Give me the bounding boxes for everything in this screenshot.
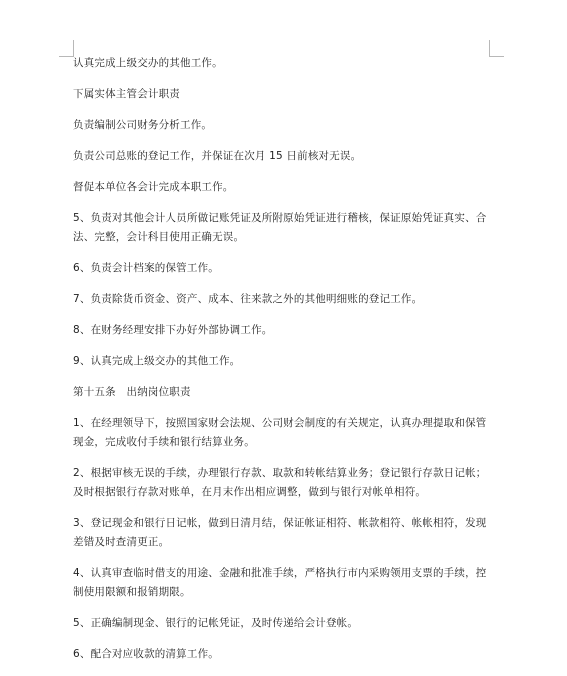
paragraph: 1、在经理领导下，按照国家财会法规、公司财会制度的有关规定，认真办理提取和保管现金，完成收付手续和银行结算业务。 [73, 417, 487, 448]
paragraph: 负责编制公司财务分析工作。 [73, 119, 213, 131]
section-heading: 下属实体主管会计职责 [73, 88, 180, 100]
paragraph: 5、负责对其他会计人员所做记账凭证及所附原始凭证进行稽核，保证原始凭证真实、合法、完整，会计科目使用正确无误。 [73, 212, 487, 243]
paragraph: 负责公司总账的登记工作，并保证在次月 15 日前核对无误。 [73, 150, 362, 162]
paragraph: 认真完成上级交办的其他工作。 [73, 57, 223, 69]
document-body [73, 54, 493, 676]
paragraph: 2、根据审核无误的手续，办理银行存款、取款和转帐结算业务；登记银行存款日记帐；及时根据银行存款对账单，在月末作出相应调整，做到与银行对帐单相符。 [73, 467, 487, 498]
paragraph: 8、在财务经理安排下办好外部协调工作。 [73, 324, 273, 336]
section-heading: 第十五条 出纳岗位职责 [73, 386, 191, 398]
paragraph: 4、认真审查临时借支的用途、金融和批准手续，严格执行市内采购领用支票的手续，控制使用限额和报销期限。 [73, 567, 487, 598]
paragraph: 5、正确编制现金、银行的记帐凭证，及时传递给会计登帐。 [73, 617, 359, 629]
paragraph: 督促本单位各会计完成本职工作。 [73, 181, 234, 193]
paragraph: 3、登记现金和银行日记帐，做到日清月结，保证帐证相符、帐款相符、帐帐相符，发现差错及时查清更正。 [73, 517, 487, 548]
crop-mark-top-left [59, 40, 74, 57]
paragraph: 7、负责除货币资金、资产、成本、往来款之外的其他明细账的登记工作。 [73, 293, 423, 305]
paragraph: 6、负责会计档案的保管工作。 [73, 262, 219, 274]
paragraph: 6、配合对应收款的清算工作。 [73, 648, 219, 660]
paragraph: 9、认真完成上级交办的其他工作。 [73, 355, 241, 367]
